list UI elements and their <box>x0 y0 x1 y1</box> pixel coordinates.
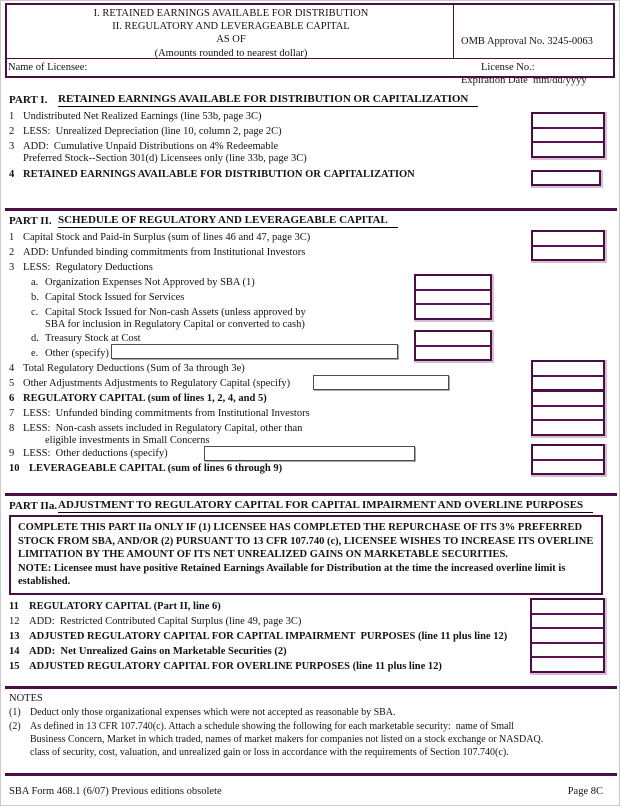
header-vertical-divider <box>453 5 454 58</box>
line-number: 2 <box>9 126 15 137</box>
note-number: (2) <box>9 721 21 732</box>
part1-line-3-cont: Preferred Stock--Section 301(d) Licensees only (line 33b, page 3C) <box>23 153 307 164</box>
part1-line-1 <box>9 111 262 123</box>
line-number: 4 <box>9 363 15 374</box>
line-number: 3 <box>9 141 15 152</box>
part2a-title: ADJUSTMENT TO REGULATORY CAPITAL FOR CAPITAL IMPAIRMENT AND OVERLINE PURPOSES <box>58 499 593 513</box>
form-title-line1: I. RETAINED EARNINGS AVAILABLE FOR DISTRIBUTION <box>93 8 369 19</box>
part1-line-3 <box>9 141 278 153</box>
line-text: LESS: Unrealized Depreciation (line 10, column 2, page 2C) <box>23 126 282 137</box>
line-text: Organization Expenses Not Approved by SBA (1) <box>45 277 255 288</box>
license-no-label: License No.: <box>481 62 535 73</box>
line-text: ADJUSTED REGULATORY CAPITAL FOR CAPITAL IMPAIRMENT PURPOSES (line 11 plus line 12) <box>29 631 508 642</box>
line-text: Undistributed Net Realized Earnings (line 53b, page 3C) <box>23 111 262 122</box>
part2a-line-14 <box>9 646 287 658</box>
part1-line-4 <box>9 169 415 181</box>
part2-amount-box-group-1-2 <box>531 230 605 261</box>
note-1 <box>9 707 396 719</box>
part2-line-3c-cont: SBA for inclusion in Regulatory Capital or converted to cash) <box>45 319 305 330</box>
amounts-rounded-note: (Amounts rounded to nearest dollar) <box>154 48 308 59</box>
part2a-line12-amount-box[interactable] <box>532 613 603 628</box>
line-number: 6 <box>9 393 15 404</box>
notes-separator <box>5 686 617 689</box>
form-number-text: SBA Form 468.1 (6/07) Previous editions obsolete <box>9 786 222 797</box>
part2-line7-amount-box[interactable] <box>533 405 603 420</box>
part2-line3b-amount-box[interactable] <box>416 289 490 304</box>
part2a-line-11 <box>9 601 221 613</box>
part2-line5-specify-field[interactable] <box>313 375 449 390</box>
part2-amount-box-group-4-5 <box>531 360 605 391</box>
part2-label: PART II. <box>9 215 52 227</box>
line-number: 13 <box>9 631 20 642</box>
line-text: REGULATORY CAPITAL (sum of lines 1, 2, 4, and 5) <box>23 393 267 404</box>
note-text: Deduct only those organizational expenses which were not accepted as reasonable by SBA. <box>30 707 396 718</box>
line-number: 11 <box>9 601 19 612</box>
line-text: Other (specify) <box>45 348 109 359</box>
part2-separator <box>5 208 617 211</box>
part2-line10-amount-box[interactable] <box>533 459 603 474</box>
part1-line-2 <box>9 126 282 138</box>
line-number: b. <box>31 292 39 303</box>
note-number: (1) <box>9 707 21 718</box>
part2-line-4 <box>9 363 245 375</box>
line-text: ADD: Net Unrealized Gains on Marketable Securities (2) <box>29 646 287 657</box>
part2-line-6 <box>9 393 267 405</box>
line-text: ADD: Cumulative Unpaid Distributions on 4% Redeemable <box>23 141 279 152</box>
part2-line-2 <box>9 247 305 259</box>
line-text: LESS: Non-cash assets included in Regulatory Capital, other than <box>23 423 303 434</box>
note-text: class of security, cost, valuation, and unrealized gain or loss in accordance with the requirements of Section 107.740(c). <box>30 747 509 758</box>
part2a-line-12 <box>9 616 301 628</box>
line-text: LESS: Other deductions (specify) <box>23 448 168 459</box>
note-2-cont-1 <box>30 734 543 746</box>
line-number: 4 <box>9 169 15 180</box>
part2-line3d-amount-box[interactable] <box>416 332 490 345</box>
part2-line6-amount-box[interactable] <box>533 392 603 405</box>
line-text: LESS: Regulatory Deductions <box>23 262 153 273</box>
part2-line3c-amount-box[interactable] <box>416 303 490 318</box>
line-number: 12 <box>9 616 20 627</box>
line-number: 9 <box>9 448 15 459</box>
part1-label: PART I. <box>9 94 48 106</box>
line-text: REGULATORY CAPITAL (Part II, line 6) <box>29 601 221 612</box>
license-no-field[interactable] <box>546 61 611 75</box>
part2-amount-box-group-9-10 <box>531 444 605 475</box>
part2-line-3a <box>9 277 255 289</box>
part2a-line-15 <box>9 661 442 673</box>
line-text: Capital Stock Issued for Non-cash Assets (unless approved by <box>45 307 306 318</box>
line-text: ADD: Restricted Contributed Capital Surplus (line 49, page 3C) <box>29 616 302 627</box>
part2a-line11-amount-box[interactable] <box>532 600 603 613</box>
notes-heading: NOTES <box>9 693 43 704</box>
note-2-cont-2 <box>30 747 509 759</box>
part1-line3-amount-box[interactable] <box>533 141 603 156</box>
line-number: c. <box>31 307 39 318</box>
line-text: Total Regulatory Deductions (Sum of 3a through 3e) <box>23 363 245 374</box>
line-number: 14 <box>9 646 20 657</box>
omb-approval-no: OMB Approval No. 3245-0063 <box>461 36 593 47</box>
part2-line8-amount-box[interactable] <box>533 419 603 434</box>
part2-line9-specify-field[interactable] <box>204 446 415 461</box>
part2a-line14-amount-box[interactable] <box>532 642 603 657</box>
part2-line-9 <box>9 448 168 460</box>
part2-line-3 <box>9 262 153 274</box>
line-text: Treasury Stock at Cost <box>45 333 141 344</box>
line-number: 1 <box>9 111 15 122</box>
part2-line-5 <box>9 378 290 390</box>
line-number: 7 <box>9 408 15 419</box>
part2-line-10 <box>9 463 282 475</box>
line-number: 10 <box>9 463 20 474</box>
form-title <box>11 7 451 46</box>
part2-line-3c <box>9 307 306 319</box>
part1-amount-box-group <box>531 112 605 158</box>
part2-line-8 <box>9 423 302 435</box>
part2-amount-box-group-6-8 <box>531 390 605 436</box>
line-number: a. <box>31 277 39 288</box>
part2-line-3e <box>9 348 109 360</box>
line-text: ADJUSTED REGULATORY CAPITAL FOR OVERLINE PURPOSES (line 11 plus line 12) <box>29 661 442 672</box>
part2-deduction-box-group-3a-3c <box>414 274 492 320</box>
part1-line4-amount-box[interactable] <box>531 170 601 186</box>
name-of-licensee-label: Name of Licensee: <box>8 62 88 73</box>
part2-line5-amount-box[interactable] <box>533 375 603 390</box>
line-text: LESS: Unfunded binding commitments from Institutional Investors <box>23 408 310 419</box>
name-of-licensee-field[interactable] <box>101 61 441 75</box>
part2-line-1 <box>9 232 310 244</box>
part2-line3a-amount-box[interactable] <box>416 276 490 289</box>
part2a-notice-box <box>9 515 603 595</box>
part1-line1-amount-box[interactable] <box>533 114 603 127</box>
part2a-separator <box>5 493 617 496</box>
line-number: 8 <box>9 423 15 434</box>
line-text: LEVERAGEABLE CAPITAL (sum of lines 6 through 9) <box>29 463 283 474</box>
part2-line4-amount-box[interactable] <box>533 362 603 375</box>
part2-line1-amount-box[interactable] <box>533 232 603 245</box>
part2a-notice-text: COMPLETE THIS PART IIa ONLY IF (1) LICENSEE HAS COMPLETED THE REPURCHASE OF ITS 3% PREFERRED STOCK FROM SBA, AND/OR (2) PURSUANT TO 13 CFR 107.740 (c), LICENSEE WISHES TO INCREASE ITS OVERLINE LIMITATION BY THE AMOUNT OF ITS NET UNREALIZED GAINS ON MARKETABLE SECURITIES. <box>18 522 594 560</box>
part2a-line15-amount-box[interactable] <box>532 656 603 671</box>
line-number: 2 <box>9 247 15 258</box>
line-number: 5 <box>9 378 15 389</box>
part2-line2-amount-box[interactable] <box>533 245 603 260</box>
part2a-line-13 <box>9 631 507 643</box>
part2a-notice-note: NOTE: Licensee must have positive Retained Earnings Available for Distribution at the time the increased overline limit is established. <box>18 562 566 587</box>
part1-line2-amount-box[interactable] <box>533 127 603 142</box>
line-number: 1 <box>9 232 15 243</box>
form-title-line3: AS OF <box>216 34 246 45</box>
part2-line9-amount-box[interactable] <box>533 446 603 459</box>
part2-title: SCHEDULE OF REGULATORY AND LEVERAGEABLE CAPITAL <box>58 214 398 228</box>
part2a-label: PART IIa. <box>9 500 58 512</box>
part1-title: RETAINED EARNINGS AVAILABLE FOR DISTRIBUTION OR CAPITALIZATION <box>58 93 478 107</box>
part2a-line13-amount-box[interactable] <box>532 627 603 642</box>
line-text: ADD: Unfunded binding commitments from Institutional Investors <box>23 247 306 258</box>
part2-line-3b <box>9 292 184 304</box>
part2-line-8-cont: eligible investments in Small Concerns <box>45 435 210 446</box>
part2a-amount-box-group-11-15 <box>530 598 605 673</box>
form-title-line2: II. REGULATORY AND LEVERAGEABLE CAPITAL <box>112 21 350 32</box>
line-number: 3 <box>9 262 15 273</box>
line-number: d. <box>31 333 39 344</box>
note-text: Business Concern, Market in which traded, names of market makers for companies not listed on a stock exchange or NASDAQ. <box>30 734 544 745</box>
line-text: Other Adjustments Adjustments to Regulatory Capital (specify) <box>23 378 291 389</box>
note-2 <box>9 721 514 733</box>
part2-line3e-amount-box[interactable] <box>416 345 490 360</box>
page-number: Page 8C <box>567 786 603 797</box>
note-text: As defined in 13 CFR 107.740(c). Attach a schedule showing the following for each marketable security: name of Small <box>30 721 515 732</box>
footer-separator <box>5 773 617 776</box>
part2-line-7 <box>9 408 310 420</box>
line-number: e. <box>31 348 39 359</box>
line-text: Capital Stock and Paid-in Surplus (sum of lines 46 and 47, page 3C) <box>23 232 311 243</box>
part2-line3e-specify-field[interactable] <box>111 344 398 359</box>
line-text: Capital Stock Issued for Services <box>45 292 185 303</box>
line-number: 15 <box>9 661 20 672</box>
omb-expiration-date: Expiration Date mm/dd/yyyy <box>461 75 587 86</box>
part2-deduction-box-group-3d-3e <box>414 330 492 361</box>
line-text: RETAINED EARNINGS AVAILABLE FOR DISTRIBUTION OR CAPITALIZATION <box>23 169 415 180</box>
